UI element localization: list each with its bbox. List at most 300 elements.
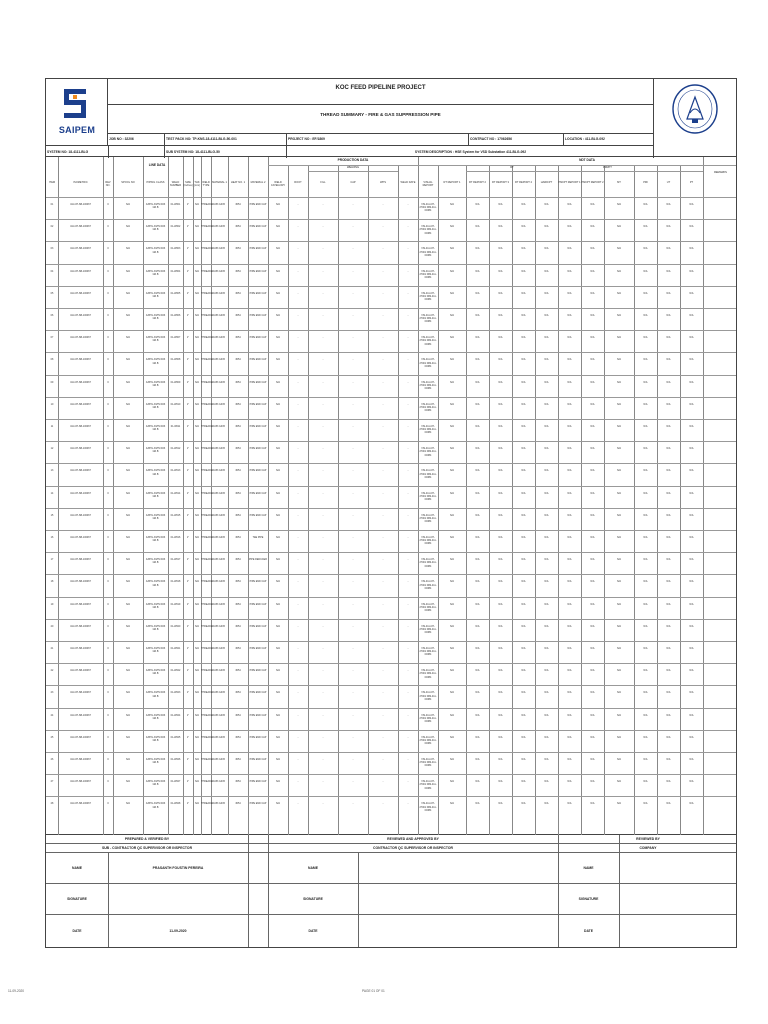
table-cell: N/A	[126, 691, 130, 695]
table-cell: A3PXL ASTM A53 GR.B	[145, 602, 166, 609]
table-cell: N/A	[450, 314, 454, 317]
table-cell: N/A	[450, 691, 454, 695]
table-cell: -	[322, 513, 324, 517]
table-cell: N/A	[544, 203, 549, 206]
table-cell: N/A	[475, 780, 480, 784]
table-cell: -	[352, 380, 354, 384]
column-divider	[308, 165, 309, 835]
table-cell: N/A	[450, 425, 454, 428]
table-cell: N/A	[590, 580, 595, 584]
table-cell: N/A	[521, 225, 526, 229]
table-cell: N/A	[544, 735, 549, 739]
table-cell: PIPE REDUCER	[249, 558, 267, 562]
table-cell: N/A	[498, 291, 503, 295]
table-cell: -	[352, 269, 354, 273]
table-cell: N/A	[617, 203, 621, 206]
table-cell: N/A	[544, 491, 549, 495]
table-cell: -	[352, 647, 354, 650]
table-cell: N/A	[643, 225, 648, 229]
table-cell: 1"	[186, 291, 190, 295]
table-cell: N/A	[521, 758, 526, 761]
table-cell: N/A	[666, 602, 671, 606]
table-cell: 411-CH-SB-100067	[70, 602, 91, 606]
table-cell: 0	[107, 336, 109, 340]
table-cell: 21	[50, 647, 54, 650]
table-cell: N/A	[126, 447, 130, 451]
table-cell: 0	[107, 669, 109, 673]
column-header: THK (mm)	[193, 181, 201, 188]
table-cell: -	[407, 713, 409, 717]
company-title: REVIEWED BY	[636, 837, 660, 841]
table-cell: THREADED	[201, 491, 215, 495]
table-cell: -	[407, 513, 409, 517]
column-header: VISUAL REPORT	[422, 181, 434, 188]
row-divider	[46, 375, 736, 376]
table-cell: N/A	[498, 380, 503, 384]
table-cell: -	[322, 691, 324, 695]
table-cell: N/A	[126, 580, 130, 584]
table-cell: VIS-411-CH-27001 DIM-411-00384	[419, 247, 437, 257]
table-cell: -	[322, 314, 324, 317]
table-cell: VIS-411-CH-27001 DIM-411-00384	[419, 802, 437, 812]
header-divider	[46, 197, 736, 198]
table-cell: 01-W010	[170, 402, 181, 406]
table-cell: PIPE END CAP	[249, 358, 267, 362]
row-divider	[46, 730, 736, 731]
table-cell: N/A	[666, 691, 671, 695]
column-divider	[604, 165, 605, 835]
table-cell: N/A	[475, 469, 480, 473]
table-cell: 1"	[186, 602, 190, 606]
table-cell: THREADED	[201, 225, 215, 229]
reviewed-role: CONTRACTOR QC SUPERVISOR OR INSPECTOR	[373, 846, 453, 850]
reviewed-title: REVIEWED AND APPROVED BY	[387, 837, 439, 841]
table-cell: N/A	[617, 691, 621, 695]
table-cell: N/A	[689, 713, 694, 717]
table-cell: N/A	[689, 602, 694, 606]
table-cell: 411-CH-SB-100067	[70, 336, 91, 340]
table-cell: N/A	[521, 358, 526, 362]
table-cell: N/A	[126, 203, 130, 206]
table-cell: 1"	[186, 447, 190, 451]
table-cell: 0	[107, 780, 109, 784]
table-cell: N/A	[666, 469, 671, 473]
table-cell: N/A	[567, 402, 572, 406]
table-cell: THREADED	[201, 291, 215, 295]
table-cell: A3PXL ASTM A53 GR.B	[145, 336, 166, 343]
table-cell: N/A	[590, 602, 595, 606]
column-divider	[558, 165, 559, 835]
table-cell: PIPE END CAP	[249, 380, 267, 384]
table-cell: 18	[50, 580, 54, 584]
table-cell: -	[322, 291, 324, 295]
table-cell: A3PXL ASTM A53 GR.B	[145, 358, 166, 365]
table-cell: 1"	[186, 558, 190, 562]
table-cell: -	[352, 447, 354, 451]
table-cell: N/A	[643, 758, 648, 761]
table-cell: THREADED	[201, 624, 215, 628]
table-cell: -	[407, 469, 409, 473]
table-cell: N/A	[195, 225, 199, 229]
table-cell: N/A	[126, 647, 130, 650]
table-cell: -	[322, 536, 324, 539]
table-cell: N/A	[544, 602, 549, 606]
company-name-label: NAME	[583, 866, 594, 870]
table-cell: 03	[50, 247, 54, 251]
table-cell: A53 GR.B	[214, 314, 225, 317]
row-divider	[46, 663, 736, 664]
table-cell: N/A	[567, 691, 572, 695]
reviewed-signature-label: SIGNATURE	[303, 897, 323, 901]
table-cell: N/A	[567, 780, 572, 784]
table-cell: N/A	[195, 314, 199, 317]
table-cell: N/A	[643, 425, 648, 428]
table-cell: -	[352, 291, 354, 295]
table-cell: N/A	[450, 647, 454, 650]
table-cell: N/A	[643, 203, 648, 206]
table-cell: 0	[107, 713, 109, 717]
table-cell: PIPE END CAP	[249, 735, 267, 739]
table-cell: 411-CH-SB-100067	[70, 314, 91, 317]
table-cell: N/A	[498, 558, 503, 562]
table-cell: 3054	[235, 358, 241, 362]
table-cell: N/A	[498, 513, 503, 517]
table-cell: VIS-411-CH-27001 DIM-411-00384	[419, 425, 437, 435]
table-cell: -	[322, 580, 324, 584]
table-cell: N/A	[498, 735, 503, 739]
table-cell: PIPE END CAP	[249, 602, 267, 606]
table-cell: N/A	[544, 225, 549, 229]
table-cell: -	[382, 425, 384, 428]
table-cell: N/A	[126, 247, 130, 251]
table-cell: N/A	[617, 536, 621, 539]
table-cell: 0	[107, 735, 109, 739]
table-cell: -	[352, 624, 354, 628]
table-cell: VIS-411-CH-27001 DIM-411-00384	[419, 758, 437, 768]
column-divider	[211, 157, 212, 835]
table-cell: N/A	[450, 225, 454, 229]
table-cell: A3PXL ASTM A53 GR.B	[145, 513, 166, 520]
table-cell: 3054	[235, 380, 241, 384]
table-cell: 1"	[186, 536, 190, 539]
table-cell: 01-W008	[170, 358, 181, 362]
table-cell: N/A	[666, 669, 671, 673]
table-cell: THREADED	[201, 558, 215, 562]
table-cell: 12	[50, 447, 54, 451]
table-cell: THREADED	[201, 602, 215, 606]
table-cell: N/A	[590, 758, 595, 761]
table-cell: N/A	[450, 669, 454, 673]
table-cell: N/A	[544, 402, 549, 406]
table-cell: N/A	[126, 336, 130, 340]
table-cell: 16	[50, 536, 54, 539]
table-cell: N/A	[689, 758, 694, 761]
table-cell: -	[322, 758, 324, 761]
table-cell: 08	[50, 358, 54, 362]
table-cell: VIS-411-CH-27001 DIM-411-00384	[419, 469, 437, 479]
table-cell: -	[352, 580, 354, 584]
table-cell: 02	[50, 225, 54, 229]
table-cell: -	[297, 380, 299, 384]
table-cell: N/A	[590, 336, 595, 340]
table-cell: A53 GR.B	[214, 269, 225, 273]
table-cell: 23	[50, 691, 54, 695]
table-cell: VIS-411-CH-27001 DIM-411-00384	[419, 447, 437, 457]
table-cell: N/A	[276, 358, 280, 362]
table-cell: -	[322, 669, 324, 673]
table-cell: N/A	[643, 402, 648, 406]
table-cell: A3PXL ASTM A53 GR.B	[145, 713, 166, 720]
document-subtitle: THREAD SUMMARY - FIRE & GAS SUPPRESSION PIPE	[320, 112, 441, 117]
table-cell: -	[297, 602, 299, 606]
group-welding: WELDING	[346, 166, 360, 169]
table-cell: A3PXL ASTM A53 GR.B	[145, 291, 166, 298]
table-cell: N/A	[475, 203, 480, 206]
table-cell: -	[382, 247, 384, 251]
table-cell: N/A	[544, 336, 549, 340]
prepared-name-label: NAME	[72, 866, 82, 870]
table-cell: N/A	[643, 336, 648, 340]
table-cell: N/A	[666, 558, 671, 562]
table-cell: -	[382, 203, 384, 206]
table-cell: -	[382, 225, 384, 229]
table-cell: N/A	[689, 647, 694, 650]
table-cell: A3PXL ASTM A53 GR.B	[145, 491, 166, 498]
table-cell: N/A	[276, 380, 280, 384]
table-cell: -	[297, 291, 299, 295]
table-cell: PIPE END CAP	[249, 402, 267, 406]
table-cell: N/A	[643, 558, 648, 562]
table-cell: 3054	[235, 647, 241, 650]
table-cell: PIPE END CAP	[249, 469, 267, 473]
table-cell: -	[297, 314, 299, 317]
table-cell: 411-CH-SB-100067	[70, 624, 91, 628]
table-cell: N/A	[126, 291, 130, 295]
table-cell: A3PXL ASTM A53 GR.B	[145, 780, 166, 787]
table-cell: N/A	[567, 447, 572, 451]
table-cell: -	[407, 802, 409, 806]
table-cell: 3054	[235, 402, 241, 406]
table-cell: -	[297, 469, 299, 473]
table-cell: N/A	[689, 336, 694, 340]
table-cell: N/A	[276, 691, 280, 695]
table-cell: -	[352, 358, 354, 362]
table-cell: N/A	[544, 780, 549, 784]
table-cell: N/A	[666, 624, 671, 628]
table-cell: VIS-411-CH-27001 DIM-411-00384	[419, 691, 437, 701]
table-cell: N/A	[521, 447, 526, 451]
table-cell: 05	[50, 291, 54, 295]
table-cell: 1"	[186, 314, 190, 317]
table-cell: N/A	[195, 558, 199, 562]
table-cell: 01-W025	[170, 735, 181, 739]
table-cell: A53 GR.B	[214, 735, 225, 739]
table-cell: N/A	[521, 425, 526, 428]
table-cell: N/A	[475, 358, 480, 362]
table-cell: 1"	[186, 425, 190, 428]
table-cell: 1"	[186, 624, 190, 628]
table-cell: N/A	[567, 713, 572, 717]
table-cell: N/A	[276, 336, 280, 340]
table-cell: A53 GR.B	[214, 469, 225, 473]
table-cell: -	[322, 402, 324, 406]
column-header: PMI/PT REPORT 1	[558, 181, 581, 184]
column-divider	[398, 165, 399, 835]
table-cell: 01	[50, 203, 54, 206]
table-cell: -	[382, 269, 384, 273]
table-cell: 1"	[186, 402, 190, 406]
column-header: WELD TYPE	[202, 181, 210, 188]
table-cell: N/A	[126, 513, 130, 517]
table-cell: 0	[107, 802, 109, 806]
column-divider	[368, 165, 369, 835]
table-cell: -	[297, 336, 299, 340]
table-cell: N/A	[689, 358, 694, 362]
table-cell: N/A	[475, 225, 480, 229]
table-cell: 0	[107, 380, 109, 384]
table-cell: N/A	[450, 602, 454, 606]
table-cell: 01-W007	[170, 336, 181, 340]
table-cell: -	[352, 247, 354, 251]
table-cell: 01-W004	[170, 269, 181, 273]
table-cell: N/A	[475, 513, 480, 517]
column-divider	[183, 157, 184, 835]
contract-no: CONTRACT NO : 17062656	[468, 134, 563, 145]
table-cell: 0	[107, 225, 109, 229]
table-cell: N/A	[567, 247, 572, 251]
table-cell: 01-W020	[170, 624, 181, 628]
table-cell: 01-W019	[170, 602, 181, 606]
table-cell: 07	[50, 336, 54, 340]
table-cell: N/A	[617, 447, 621, 451]
table-cell: N/A	[276, 647, 280, 650]
table-cell: -	[382, 447, 384, 451]
table-cell: -	[297, 802, 299, 806]
table-cell: N/A	[617, 802, 621, 806]
table-cell: N/A	[498, 802, 503, 806]
table-cell: -	[382, 624, 384, 628]
table-cell: A3PXL ASTM A53 GR.B	[145, 247, 166, 254]
column-header: PMI/PT REPORT 2	[581, 181, 604, 184]
table-cell: -	[407, 647, 409, 650]
table-cell: A3PXL ASTM A53 GR.B	[145, 669, 166, 676]
table-cell: 3054	[235, 314, 241, 317]
table-cell: N/A	[590, 314, 595, 317]
table-cell: -	[297, 491, 299, 495]
table-cell: N/A	[195, 380, 199, 384]
table-cell: -	[382, 558, 384, 562]
table-cell: N/A	[544, 713, 549, 717]
table-cell: N/A	[450, 247, 454, 251]
table-cell: N/A	[666, 336, 671, 340]
table-cell: N/A	[276, 291, 280, 295]
column-header: REV NO.	[105, 181, 111, 188]
table-cell: THREADED	[201, 314, 215, 317]
table-cell: PIPE END CAP	[249, 491, 267, 495]
table-cell: N/A	[544, 358, 549, 362]
table-cell: 01-W006	[170, 314, 181, 317]
table-cell: N/A	[276, 225, 280, 229]
table-cell: 11	[50, 425, 54, 428]
column-header: WPS	[380, 181, 386, 184]
table-cell: -	[352, 513, 354, 517]
table-cell: 411-CH-SB-100067	[70, 513, 91, 517]
saipem-logo-icon	[62, 87, 88, 121]
table-cell: N/A	[450, 558, 454, 562]
table-cell: -	[297, 691, 299, 695]
table-cell: N/A	[666, 203, 671, 206]
table-cell: 01-W012	[170, 447, 181, 451]
table-cell: 24	[50, 713, 54, 717]
table-cell: VIS-411-CH-27001 DIM-411-00384	[419, 669, 437, 679]
table-cell: N/A	[617, 780, 621, 784]
table-cell: VIS-411-CH-27001 DIM-411-00384	[419, 558, 437, 568]
table-cell: N/A	[521, 691, 526, 695]
table-cell: 0	[107, 291, 109, 295]
table-cell: N/A	[617, 647, 621, 650]
table-cell: N/A	[567, 580, 572, 584]
table-cell: N/A	[498, 624, 503, 628]
column-divider	[535, 165, 536, 835]
table-cell: N/A	[643, 802, 648, 806]
table-cell: 411-CH-SB-100067	[70, 380, 91, 384]
table-cell: N/A	[276, 247, 280, 251]
table-cell: -	[382, 314, 384, 317]
table-cell: 14	[50, 491, 54, 495]
table-cell: VIS-411-CH-27001 DIM-411-00384	[419, 203, 437, 213]
table-cell: N/A	[126, 713, 130, 717]
weld-table	[45, 157, 737, 835]
table-cell: N/A	[544, 269, 549, 273]
table-cell: N/A	[195, 536, 199, 539]
table-cell: N/A	[195, 802, 199, 806]
table-cell: 0	[107, 447, 109, 451]
table-cell: A53 GR.B	[214, 425, 225, 428]
system-no: SYSTEM NO: 18-4111-BLG	[47, 150, 89, 154]
row-divider	[46, 308, 736, 309]
table-cell: -	[352, 758, 354, 761]
column-header: ROOT	[294, 181, 302, 184]
table-cell: 01-W013	[170, 469, 181, 473]
table-cell: VIS-411-CH-27001 DIM-411-00384	[419, 780, 437, 790]
table-cell: -	[382, 691, 384, 695]
table-cell: N/A	[544, 380, 549, 384]
prepared-role: SUB - CONTRACTOR QC SUPERVISOR OR INSPECTOR	[101, 846, 193, 850]
table-cell: -	[322, 602, 324, 606]
table-cell: N/A	[126, 225, 130, 229]
table-cell: 411-CH-SB-100067	[70, 425, 91, 428]
table-cell: A53 GR.B	[214, 647, 225, 650]
table-cell: N/A	[590, 380, 595, 384]
table-cell: N/A	[126, 269, 130, 273]
table-cell: THREADED	[201, 447, 215, 451]
table-cell: -	[297, 358, 299, 362]
table-cell: -	[322, 425, 324, 428]
table-cell: VIS-411-CH-27001 DIM-411-00384	[419, 647, 437, 657]
table-cell: PIPE END CAP	[249, 336, 267, 340]
table-cell: A53 GR.B	[214, 513, 225, 517]
table-cell: N/A	[617, 336, 621, 340]
column-header: WELD CATEGORY	[270, 181, 286, 188]
table-cell: 1"	[186, 735, 190, 739]
table-cell: -	[382, 402, 384, 406]
table-cell: -	[297, 513, 299, 517]
table-cell: N/A	[643, 602, 648, 606]
row-divider	[46, 796, 736, 797]
table-cell: THREADED	[201, 580, 215, 584]
table-cell: N/A	[544, 536, 549, 539]
table-cell: N/A	[567, 269, 572, 273]
